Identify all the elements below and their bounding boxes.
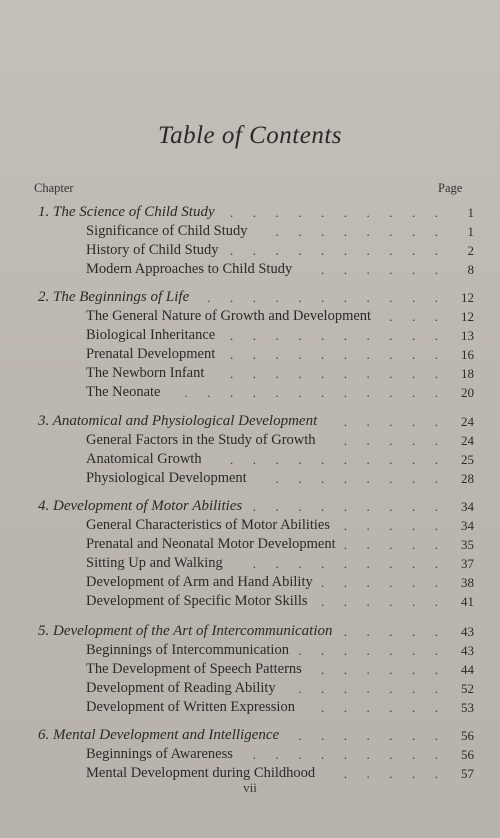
leader-dots: . . . . . . . . bbox=[275, 471, 438, 486]
page-number: 56 bbox=[461, 728, 474, 743]
page-number: 2 bbox=[467, 243, 474, 258]
toc-section-entry bbox=[0, 745, 500, 764]
leader-dots: . . . . . bbox=[343, 414, 438, 429]
section-title: Anatomical Growth bbox=[86, 451, 202, 467]
page-number: 1 bbox=[467, 205, 474, 220]
section-title: Beginnings of Awareness bbox=[86, 746, 233, 762]
toc-section-entry bbox=[0, 641, 500, 660]
chapter-column-header: Chapter bbox=[34, 181, 74, 195]
toc-section-entry bbox=[0, 592, 500, 611]
section-title: Development of Reading Ability bbox=[86, 680, 276, 696]
toc-chapter-entry bbox=[0, 288, 500, 307]
page-number: 24 bbox=[461, 433, 474, 448]
page-number: 43 bbox=[461, 624, 474, 639]
leader-dots: . . . . . . . . bbox=[275, 224, 438, 239]
toc-section-entry bbox=[0, 660, 500, 679]
chapter-title: 6. Mental Development and Intelligence bbox=[38, 727, 280, 743]
leader-dots: . . . . . bbox=[343, 624, 438, 639]
page-number: 38 bbox=[461, 575, 474, 590]
toc-section-entry bbox=[0, 307, 500, 326]
page-number: 57 bbox=[461, 766, 474, 781]
toc-section-entry bbox=[0, 554, 500, 573]
page-number: 44 bbox=[461, 662, 474, 677]
section-title: The Newborn Infant bbox=[86, 365, 205, 381]
leader-dots: . . . . . . bbox=[321, 575, 438, 590]
toc-section-entry bbox=[0, 383, 500, 402]
section-title: Modern Approaches to Child Study bbox=[86, 261, 293, 277]
section-title: Prenatal Development bbox=[86, 346, 216, 362]
page-number: 28 bbox=[461, 471, 474, 486]
toc-chapter-entry bbox=[0, 726, 500, 745]
toc-section-entry bbox=[0, 535, 500, 554]
leader-dots: . . . . . bbox=[343, 433, 438, 448]
section-title: The Neonate bbox=[86, 384, 161, 400]
chapter-title: 3. Anatomical and Physiological Development bbox=[38, 413, 318, 429]
page-number: 43 bbox=[461, 643, 474, 658]
section-title: Mental Development during Childhood bbox=[86, 765, 316, 781]
page-number: 1 bbox=[467, 224, 474, 239]
page-number: 12 bbox=[461, 290, 474, 305]
leader-dots: . . . . . . . . . bbox=[252, 499, 438, 514]
toc-section-entry bbox=[0, 241, 500, 260]
page-number: 52 bbox=[461, 681, 474, 696]
leader-dots: . . . . . . . bbox=[298, 643, 438, 658]
page-number: 34 bbox=[461, 499, 474, 514]
toc-section-entry bbox=[0, 345, 500, 364]
page-number: 16 bbox=[461, 347, 474, 362]
toc-section-entry bbox=[0, 326, 500, 345]
toc-section-entry bbox=[0, 364, 500, 383]
chapter-title: 5. Development of the Art of Intercommunication bbox=[38, 623, 333, 639]
page-column-header: Page bbox=[438, 181, 463, 195]
toc-chapter-entry bbox=[0, 497, 500, 516]
leader-dots: . . . . . . bbox=[321, 700, 438, 715]
section-title: Prenatal and Neonatal Motor Development bbox=[86, 536, 336, 552]
page-number: 53 bbox=[461, 700, 474, 715]
leader-dots: . . . . . . . . . bbox=[252, 556, 438, 571]
page-number: 41 bbox=[461, 594, 474, 609]
section-title: General Characteristics of Motor Abilities bbox=[86, 517, 331, 533]
toc-section-entry bbox=[0, 450, 500, 469]
toc-section-entry bbox=[0, 573, 500, 592]
page-title: Table of Contents bbox=[158, 122, 342, 149]
toc-section-entry bbox=[0, 469, 500, 488]
page-number: 18 bbox=[461, 366, 474, 381]
section-title: History of Child Study bbox=[86, 242, 219, 258]
chapter-title: 2. The Beginnings of Life bbox=[38, 289, 190, 305]
leader-dots: . . . . . bbox=[343, 518, 438, 533]
leader-dots: . . . . . . . . . . . . bbox=[184, 385, 438, 400]
leader-dots: . . . . . . . . . . bbox=[230, 347, 438, 362]
leader-dots: . . . . . . . bbox=[298, 728, 438, 743]
leader-dots: . . . . . bbox=[343, 766, 438, 781]
leader-dots: . . . . . . . . . . . bbox=[207, 290, 438, 305]
leader-dots: . . . . . . bbox=[321, 262, 438, 277]
section-title: Significance of Child Study bbox=[86, 223, 248, 239]
leader-dots: . . . . . . bbox=[321, 662, 438, 677]
toc-section-entry bbox=[0, 260, 500, 279]
page-number: 35 bbox=[461, 537, 474, 552]
section-title: The General Nature of Growth and Development bbox=[86, 308, 372, 324]
section-title: Physiological Development bbox=[86, 470, 247, 486]
toc-chapter-entry bbox=[0, 203, 500, 222]
leader-dots: . . . . . . . . . bbox=[252, 747, 438, 762]
page-number: 13 bbox=[461, 328, 474, 343]
section-title: Development of Arm and Hand Ability bbox=[86, 574, 313, 590]
page-number: 12 bbox=[461, 309, 474, 324]
toc-chapter-entry bbox=[0, 412, 500, 431]
section-title: Beginnings of Intercommunication bbox=[86, 642, 289, 658]
page-number: 56 bbox=[461, 747, 474, 762]
toc-section-entry bbox=[0, 679, 500, 698]
leader-dots: . . . . . . . bbox=[298, 681, 438, 696]
leader-dots: . . . . . . . . . . bbox=[230, 205, 438, 220]
page-number: 8 bbox=[467, 262, 474, 277]
chapter-title: 1. The Science of Child Study bbox=[38, 204, 215, 220]
section-title: General Factors in the Study of Growth bbox=[86, 432, 316, 448]
page-number: 34 bbox=[461, 518, 474, 533]
page-number: 25 bbox=[461, 452, 474, 467]
leader-dots: . . . . . . . . . . bbox=[230, 328, 438, 343]
leader-dots: . . . . . . bbox=[321, 594, 438, 609]
page-number: 24 bbox=[461, 414, 474, 429]
leader-dots: . . . bbox=[389, 309, 438, 324]
toc-section-entry bbox=[0, 222, 500, 241]
leader-dots: . . . . . . . . . . bbox=[230, 452, 438, 467]
toc-section-entry bbox=[0, 698, 500, 717]
toc-section-entry bbox=[0, 431, 500, 450]
leader-dots: . . . . . . . . . . bbox=[230, 366, 438, 381]
chapter-title: 4. Development of Motor Abilities bbox=[38, 498, 243, 514]
toc-section-entry bbox=[0, 516, 500, 535]
toc-chapter-entry bbox=[0, 622, 500, 641]
page-number-footer: vii bbox=[243, 780, 257, 795]
page-number: 37 bbox=[461, 556, 474, 571]
leader-dots: . . . . . bbox=[343, 537, 438, 552]
section-title: Biological Inheritance bbox=[86, 327, 216, 343]
section-title: Development of Written Expression bbox=[86, 699, 295, 715]
section-title: Sitting Up and Walking bbox=[86, 555, 223, 571]
page-number: 20 bbox=[461, 385, 474, 400]
section-title: The Development of Speech Patterns bbox=[86, 661, 302, 677]
leader-dots: . . . . . . . . . . bbox=[230, 243, 438, 258]
section-title: Development of Specific Motor Skills bbox=[86, 593, 308, 609]
